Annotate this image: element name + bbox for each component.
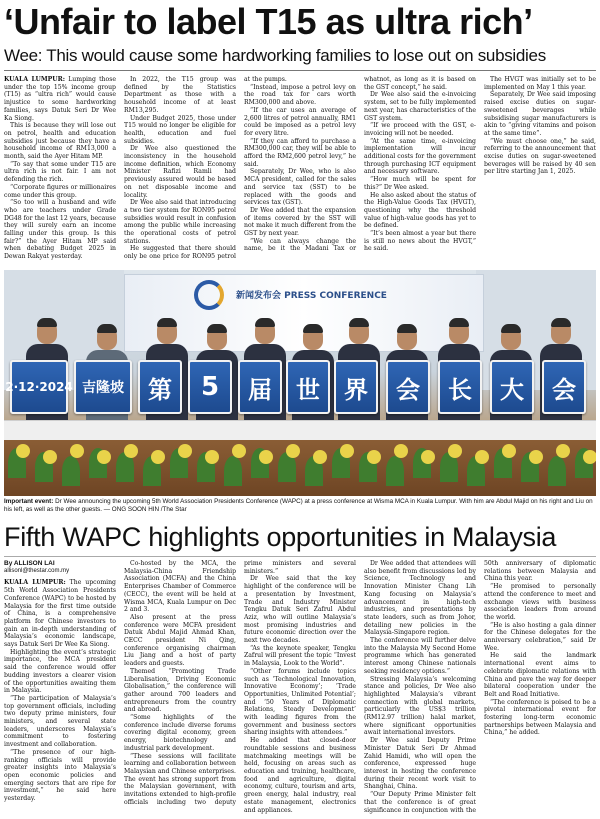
caption-text: Dr Wee announcing the upcoming 5th World Association Presidents Conference (WAPC) at a press conference at Wisma MCA in Kuala Lumpur. With him are Abdul Majid on his right and Liu on his left, as well as the other guests. — [4, 498, 593, 513]
paragraph: Dr Wee also said that introducing a two tier system for RON95 petrol subsidies would result in confusion among the public while increasing the operational costs of petrol stations. — [124, 199, 236, 245]
paragraph — [4, 579, 116, 648]
backdrop-text: 新闻发布会 PRESS CONFERENCE — [236, 291, 387, 301]
flower — [124, 444, 138, 458]
paragraph: He said the landmark international event aims to celebrate diplomatic relations with China and pave the way for deeper bilateral cooperation under the Belt and Road Initiative. — [484, 652, 596, 698]
sign-card: 大 — [490, 360, 534, 414]
press-table — [4, 420, 596, 440]
article-body — [4, 76, 596, 266]
paragraph: This is because they will lose out on petrol, health and education subsidies just because they have a household income of RM13,000 a month, said the Ayer Hitam MP. — [4, 122, 116, 161]
paragraph: “The conference is poised to be a pivotal international event for fostering long-term economic partnerships between Malaysia and China,” he added. — [484, 698, 596, 737]
paragraph: “The presence of our high-ranking officials will provide greater insights into Malaysia’s open economic policies and emerging sectors that are ripe for investment,” he said here yesterday. — [4, 748, 116, 803]
flower — [16, 444, 30, 458]
divider-2 — [4, 556, 596, 557]
photo-credit: — ONG SOON HIN /The Star — [103, 506, 187, 513]
paragraph: Dr Wee said Deputy Prime Minister Datuk Seri Dr Ahmad Zahid Hamidi, who will open the conference, expressed huge interest in hosting the conference during their recent work visit to Shanghai, China. — [364, 737, 476, 791]
article-subheadline: Wee: This would cause some hardworking families to lose out on subsidies — [4, 46, 546, 65]
paragraph: He suggested that there should only be one price for RON95 petrol at the pumps. — [124, 76, 287, 261]
sign-card: 会 — [542, 360, 586, 414]
paragraph: “Other forums include topics such as ‘Technological Innovation, Innovative Economy’; ‘Trade Opportunities, Unlimited Potential’; and ‘50 Years of Diplomatic Relations, Steady Development’ with leading figures from the government and business sectors sharing insights with attendees.” — [244, 667, 356, 737]
paragraph: Under Budget 2025, those under T15 would no longer be eligible for health, education and fuel subsidies. — [124, 114, 236, 145]
caption-lead: Important event: — [4, 498, 54, 505]
flower — [475, 450, 489, 464]
conference-logo-icon — [194, 280, 224, 310]
sign-card: 吉隆坡 — [74, 360, 132, 414]
paragraph-text: Lumping those under the top 15% income group (T15) as “ultra rich” would cause injustice to some hardworking families, says Datuk Seri Dr Wee Ka Siong. — [4, 76, 116, 122]
paragraph: “So too will a husband and wife who are teachers under Grade DG48 for the last 12 years, because they will surely earn an income falling under this group. Is this fair?” the Ayer Hitam MP said when debating Budget 2025 in Dewan Rakyat yesterday. — [4, 199, 116, 261]
flower — [367, 450, 381, 464]
divider — [4, 70, 596, 71]
flower — [43, 450, 57, 464]
paragraph: “Corporate figures or millionaires come under this group. — [4, 183, 116, 199]
paragraph: Stressing Malaysia’s welcoming stance and policies, Dr Wee also highlighted Malaysia’s vibrant connection with global markets, particularly the US$3 trillion (RM12.97 trillion) halal market, where significant opportunities await international investors. — [364, 675, 476, 737]
flower — [340, 444, 354, 458]
flower — [502, 444, 516, 458]
flower — [556, 444, 570, 458]
paragraph: “Instead, impose a petrol levy on the road tax for cars worth RM300,000 and above. — [244, 83, 356, 107]
flower — [70, 444, 84, 458]
paragraph: Dr Wee also said the e-invoicing system, set to be fully implemented next year, has characteristics of the GST system. — [364, 91, 476, 122]
paragraph: “He promised to personally attend the conference to meet and exchange views with business association leaders from around the world. — [484, 583, 596, 621]
flower — [232, 444, 246, 458]
flower — [259, 450, 273, 464]
article-body-2 — [4, 560, 596, 816]
article-headline: ‘Unfair to label T15 as ultra rich’ — [4, 1, 533, 42]
flower — [583, 450, 596, 464]
paragraph: Dr Wee added that the expansion of items covered by the SST will not make it much different from the GST by next year. — [244, 206, 356, 238]
paragraph: Also present at the press conference were MCFA president Datuk Abdul Majid Ahmad Khan, CECC president Ni Qing, conference organising chairman Liu Jiang and a host of party leaders and guests. — [124, 613, 236, 668]
paragraph: “Some highlights of the conference include diverse forums covering digital economy, green energy, biotechnology and industrial park development. — [124, 714, 236, 752]
paragraph: “He is also hosting a gala dinner for the Chinese delegates for the anniversary celebration,” said Dr Wee. — [484, 621, 596, 652]
paragraph: “How much will be spent for this?” Dr Wee asked. — [364, 176, 476, 191]
sign-card: 会 — [386, 360, 430, 414]
paragraph: The HVGT was initially set to be implemented on May 1 this year. — [484, 76, 596, 91]
paragraph: “These sessions will facilitate learning and collaboration between Malaysian and Chinese enterprises. The event has strong support from the Malaysian government, with invitations extended to high-profile officials including two deputy prime ministers and several ministers.” — [124, 560, 356, 806]
sign-card: 5 — [188, 360, 232, 414]
leaf — [62, 456, 80, 486]
article-headline-2: Fifth WAPC highlights opportunities in Malaysia — [4, 522, 557, 552]
paragraph: “Our Deputy Prime Minister felt that the conference is of great significance in conjunction with the 50th anniversary of diplomatic relations between Malaysia and China this year. — [364, 560, 596, 814]
leaf — [548, 456, 566, 486]
paragraph: He added that closed-door roundtable sessions and business matchmaking meetings will be held, focusing on areas such as education and training, healthcare, food and agriculture, digital economy, culture, tourism and arts, green energy, halal industry, real estate management, electronics and appliances. — [244, 737, 356, 814]
paragraph: “If we proceed with the GST, e-invoicing will not be needed. — [364, 122, 476, 137]
flower — [421, 450, 435, 464]
photo-caption — [4, 498, 596, 514]
flower — [205, 450, 219, 464]
sign-card: 长 — [438, 360, 482, 414]
dateline: KUALA LUMPUR: — [4, 76, 66, 83]
sign-card: 第 — [138, 360, 182, 414]
paragraph — [4, 76, 116, 122]
paragraph: Separately, Dr Wee said imposing raised excise duties on sugar-sweetened beverages while subsidising sugar manufacturers is akin to “giving vitamins and poison at the same time”. — [484, 91, 596, 137]
author-email: allisonl@thestar.com.my — [4, 567, 70, 574]
flower — [151, 450, 165, 464]
sign-card: 届 — [238, 360, 282, 414]
flower — [178, 444, 192, 458]
sign-card: 世 — [286, 360, 330, 414]
paragraph: “As the keynote speaker, Tengku Zafrul will present the topic “Invest in Malaysia, Look to the World”. — [244, 644, 356, 668]
flower — [394, 444, 408, 458]
paragraph: “If they can afford to purchase a RM300,000 car, they will be able to afford the RM2,600 petrol levy,” he said. — [244, 137, 356, 168]
paragraph-text: The upcoming 5th World Association Presidents Conference (WAPC) to be hosted by Malaysia for the first time outside of China, is a comprehensive platform for Chinese investors to gain an in-depth understanding of Malaysia’s economic landscape, says Datuk Seri Dr Wee Ka Siong. — [4, 579, 116, 649]
flower — [529, 450, 543, 464]
paragraph: “If the car uses an average of 2,600 litres of petrol annually, RM1 could be imposed as a petrol levy for every litre. — [244, 106, 356, 137]
sign-card: 2·12·2024 — [10, 360, 68, 414]
flower — [286, 444, 300, 458]
leaf — [224, 456, 242, 486]
paragraph: Dr Wee said that the key highlight of the conference will be a presentation by Investment, Trade and Industry Minister Tengku Datuk Seri Zafrul Abdul Aziz, who will outline Malaysia’s most promising industries and future economic direction over the next two decades. — [244, 575, 356, 645]
paragraph: “We can always change the name, be it the Madani Tax or whatnot, as long as it is based on the GST concept,” he said. — [244, 76, 476, 253]
paragraph: Themed “Promoting Trade Liberalisation, Driving Economic Globalisation,” the conference will gather around 700 leaders and entrepreneurs from the country and abroad. — [124, 667, 236, 714]
flower — [97, 450, 111, 464]
paragraph: “We must choose one,” he said, referring to the announcement that excise duties on sugar-sweetened beverages will be raised by 40 sen per litre starting Jan 1, 2025. — [484, 137, 596, 176]
sign-card: 界 — [334, 360, 378, 414]
paragraph: The conference will further delve into the Malaysia My Second Home programme which has generated interest among Chinese nationals seeking residency options.” — [364, 637, 476, 675]
paragraph: Highlighting the event’s strategic importance, the MCA president said the conference would offer budding investors a clearer vision of the opportunities awaiting them in Malaysia. — [4, 648, 116, 695]
paragraph: In 2022, the T15 group was defined by the Statistics Department as those with a household income of at least RM13,295. — [124, 76, 236, 114]
leaf — [386, 456, 404, 486]
byline: By ALLISON LAI — [4, 560, 55, 567]
paragraph: He also asked about the status of the High-Value Goods Tax (HVGT), questioning why the threshold value of high-value goods has yet to be defined. — [364, 191, 476, 230]
paragraph: “At the same time, e-invoicing implementation will incur additional costs for the government through purchasing ICT equipment and necessary software. — [364, 137, 476, 176]
paragraph: Dr Wee also questioned the inconsistency in the household income definition, which Economy Minister Rafizi Ramli had previously assured would be based on net disposable income and locality. — [124, 145, 236, 199]
dateline: KUALA LUMPUR: — [4, 579, 66, 587]
paragraph: Dr Wee added that attendees will also benefit from discussions led by Science, Technology and Innovation Minister Chang Lih Kang focusing on Malaysia’s advancement in high-tech industries, and presentations by state leaders, such as from Johor, detailing new policies in the Malaysia-Singapore region. — [364, 560, 476, 637]
paragraph: “It’s been almost a year but there is still no news about the HVGT,” he said. — [364, 230, 476, 253]
paragraph: “The participation of Malaysia’s top government officials, including two deputy prime ministers, four ministers, and several state leaders, underscores Malaysia’s commitment to fostering investment and collaboration. — [4, 694, 116, 749]
flower — [313, 450, 327, 464]
paragraph: Co-hosted by the MCA, the Malaysia-China Friendship Association (MCFA) and the China Enterprises Chamber of Commerce (CECC), the event will be held at Wisma MCA, Kuala Lumpur on Dec 2 and 3. — [124, 560, 236, 614]
flower — [448, 444, 462, 458]
flower-arrangement — [4, 440, 596, 496]
press-conference-photo — [4, 270, 596, 496]
paragraph: Separately, Dr Wee, who is also MCA president, called for the sales and service tax (SST) to be replaced with the goods and services tax (GST). — [244, 168, 356, 207]
paragraph: “To say that some under T15 are ultra rich is not fair. I am not defending the rich. — [4, 160, 116, 184]
